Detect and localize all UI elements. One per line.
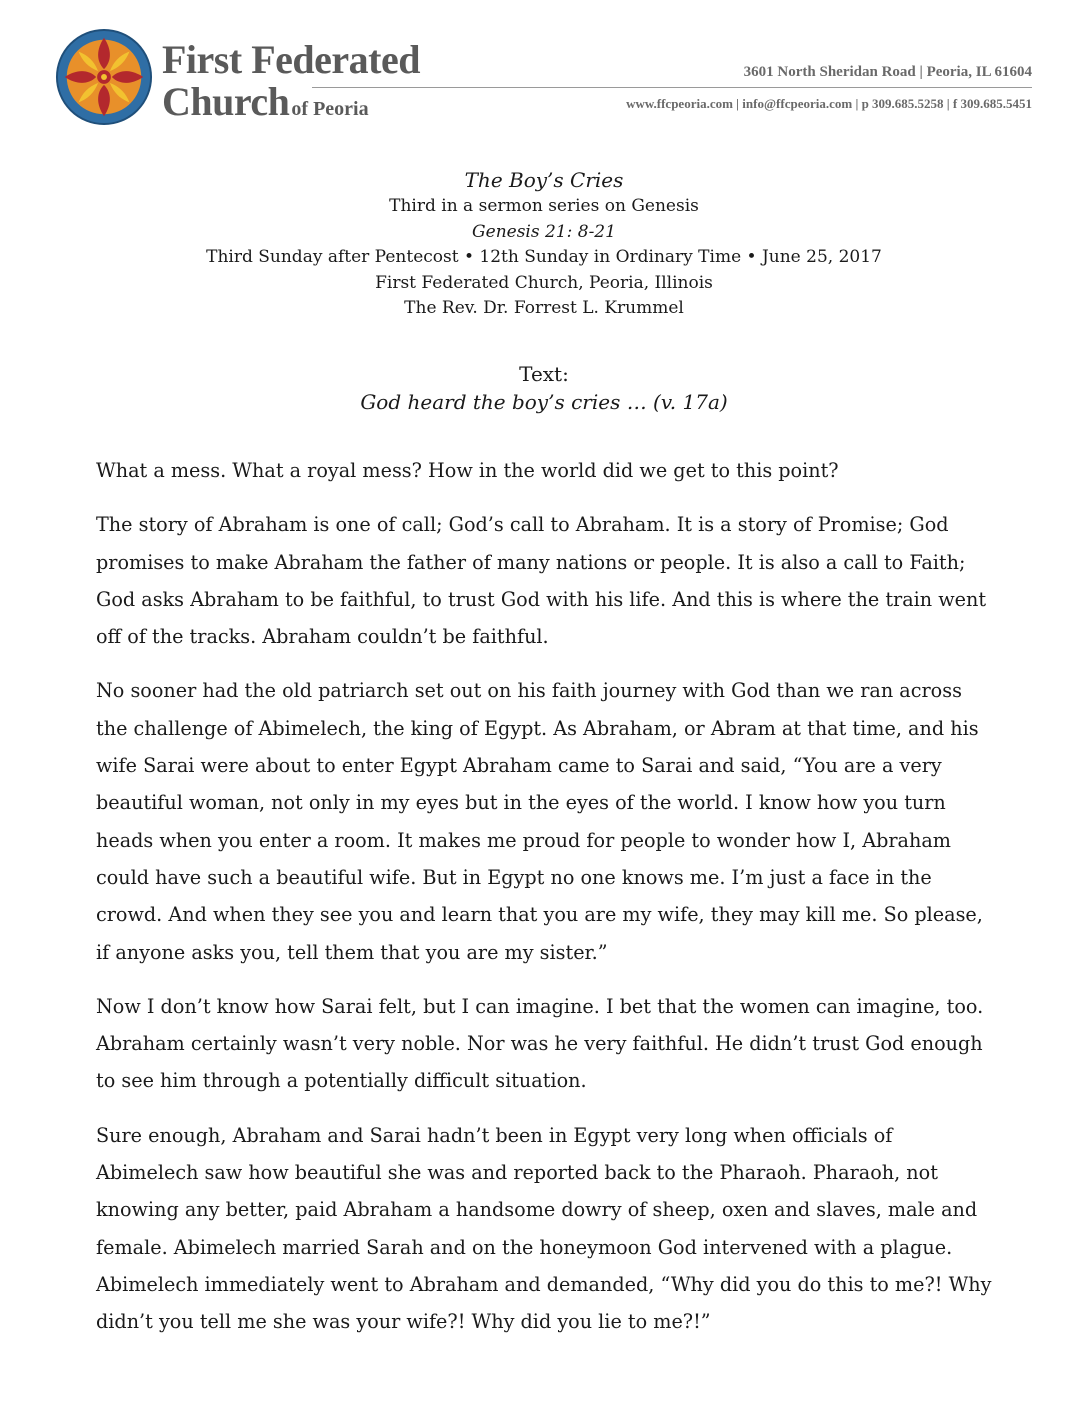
body-paragraph: Sure enough, Abraham and Sarai hadn’t been in Egypt very long when officials of Abimelech saw how beautiful she was and reported back to the Pharaoh. Pharaoh, not knowing any better, paid Abraham a handsome dowry of sheep, oxen and slaves, male and female. Abimelech married Sarah and on the honeymoon God intervened with a plague. Abimelech immediately went to Abraham and demanded, “Why did you do this to me?! Why didn’t you tell me she was your wife?! Why did you lie to me?!” (96, 1123, 992, 1334)
sermon-header (0, 166, 1088, 322)
sermon-preacher: The Rev. Dr. Forrest L. Krummel (404, 298, 684, 318)
church-name-church: Church (162, 79, 290, 124)
sermon-series: Third in a sermon series on Genesis (389, 196, 699, 216)
letterhead-divider (312, 87, 1032, 88)
church-name (162, 37, 420, 124)
body-paragraph: No sooner had the old patriarch set out on his faith journey with God than we ran across the challenge of Abimelech, the king of Egypt. As Abraham, or Abram at that time, and his wife Sarai were about to enter Egypt Abraham came to Sarai and said, “You are a very beautiful woman, not only in my eyes but in the eyes of the world. I know how you turn heads when you enter a room. It makes me proud for people to wonder how I, Abraham could have such a beautiful wife. But in Egypt no one knows me. I’m just a face in the crowd. And when they see you and learn that you are my wife, they may kill me. So please, if anyone asks you, tell them that you are my sister.” (96, 679, 983, 964)
sermon-text-label: Text: (519, 362, 569, 386)
church-address: 3601 North Sheridan Road | Peoria, IL 61604 (743, 64, 1032, 80)
letterhead (0, 0, 1088, 130)
church-name-line2 (162, 79, 420, 124)
sermon-text-block (0, 360, 1088, 416)
body-paragraph: What a mess. What a royal mess? How in the world did we get to this point? (96, 459, 839, 482)
church-logo-icon (55, 28, 153, 126)
church-name-of-peoria: of Peoria (291, 98, 369, 120)
sermon-title: The Boy’s Cries (464, 168, 624, 192)
sermon-body (96, 452, 996, 1358)
sermon-location: First Federated Church, Peoria, Illinois (375, 272, 713, 293)
sermon-text-quote: God heard the boy’s cries … (v. 17a) (360, 390, 728, 414)
sermon-scripture: Genesis 21: 8-21 (472, 221, 616, 242)
body-paragraph: Now I don’t know how Sarai felt, but I can imagine. I bet that the women can imagine, too. Abraham certainly wasn’t very noble. Nor was he very faithful. He didn’t trust God enough to see him through a potentially difficult situation. (96, 994, 984, 1093)
body-paragraph: The story of Abraham is one of call; God’s call to Abraham. It is a story of Promise; God promises to make Abraham the father of many nations or people. It is also a call to Faith; God asks Abraham to be faithful, to trust God with his life. And this is where the train went off of the tracks. Abraham couldn’t be faithful. (96, 513, 987, 649)
church-contact-info: www.ffcpeoria.com | info@ffcpeoria.com | p 309.685.5258 | f 309.685.5451 (626, 96, 1032, 111)
sermon-occasion: Third Sunday after Pentecost • 12th Sunday in Ordinary Time • June 25, 2017 (206, 247, 882, 267)
church-name-line1: First Federated (162, 37, 420, 82)
